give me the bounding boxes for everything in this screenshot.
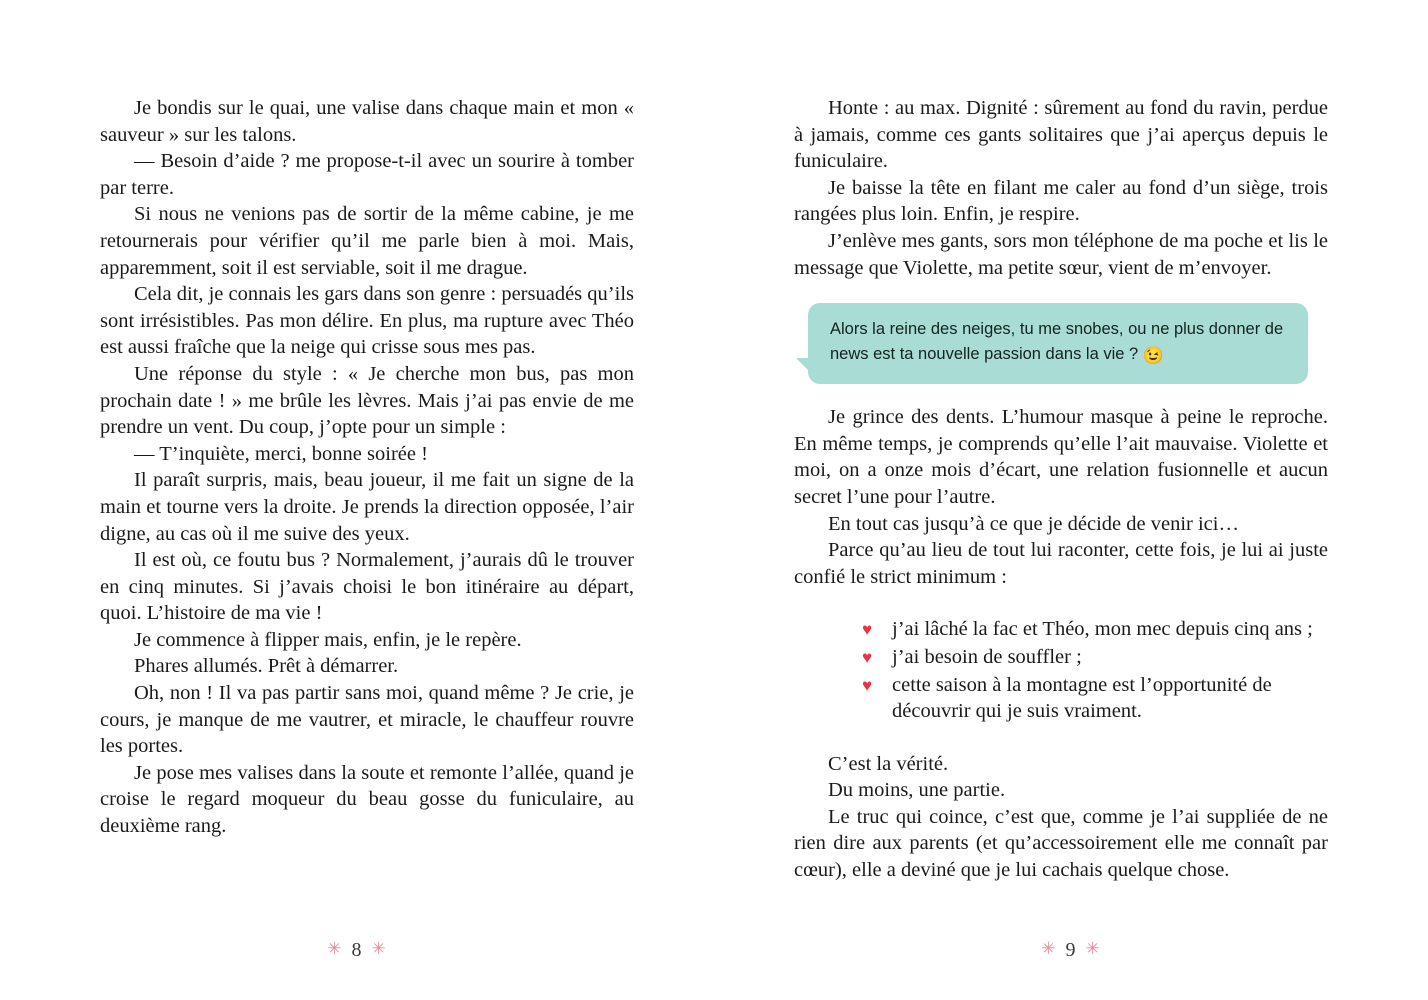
heart-bullet-list bbox=[794, 616, 1328, 724]
paragraph: Oh, non ! Il va pas partir sans moi, quand même ? Je crie, je cours, je manque de me vautrer, et miracle, le chauffeur rouvre les portes. bbox=[100, 682, 634, 758]
sms-message-bubble bbox=[808, 303, 1308, 384]
paragraph: Phares allumés. Prêt à démarrer. bbox=[134, 655, 399, 678]
page-folio-right bbox=[714, 939, 1428, 962]
paragraph: Il paraît surpris, mais, beau joueur, il me fait un signe de la main et tourne vers la droite. Je prends la direction opposée, l’air digne, au cas où il me suive des yeux. bbox=[100, 469, 634, 545]
paragraph: Une réponse du style : « Je cherche mon bus, pas mon prochain date ! » me brûle les lèvres. Mais j’ai pas envie de me prendre un vent. Du coup, j’opte pour un simple : bbox=[100, 362, 634, 439]
heart-bullet-icon: ♥ bbox=[862, 620, 873, 640]
flower-ornament-icon: ✳ bbox=[1085, 939, 1101, 958]
paragraph: Le truc qui coince, c’est que, comme je l’ai suppliée de ne rien dire aux parents (et qu’accessoirement elle me connaît par cœur), elle a deviné que je lui cachais quelque chose. bbox=[794, 805, 1328, 882]
paragraph: Il est où, ce foutu bus ? Normalement, j’aurais dû le trouver en cinq minutes. Si j’avais choisi le bon itinéraire au départ, quoi. L’histoire de ma vie ! bbox=[100, 549, 634, 625]
list-item-label: j’ai besoin de souffler ; bbox=[892, 645, 1082, 668]
paragraph: Honte : au max. Dignité : sûrement au fond du ravin, perdue à jamais, comme ces gants solitaires que j’ai aperçus depuis le funiculaire. bbox=[794, 97, 1328, 173]
page-folio-left bbox=[0, 939, 714, 962]
sms-bubble-body bbox=[808, 303, 1308, 384]
list-item bbox=[862, 672, 1328, 725]
page-number: 9 bbox=[1065, 939, 1077, 961]
list-item bbox=[862, 644, 1328, 671]
paragraph: En tout cas jusqu’à ce que je décide de venir ici… bbox=[828, 512, 1239, 535]
paragraph: C’est la vérité. bbox=[828, 752, 949, 775]
page-number: 8 bbox=[351, 939, 363, 961]
list-item-label: j’ai lâché la fac et Théo, mon mec depuis cinq ans ; bbox=[892, 618, 1313, 641]
right-text-column bbox=[794, 95, 1328, 884]
heart-bullet-icon: ♥ bbox=[862, 675, 873, 695]
paragraph: Je baisse la tête en filant me caler au fond d’un siège, trois rangées plus loin. Enfin, je respire. bbox=[794, 176, 1328, 226]
paragraph: J’enlève mes gants, sors mon téléphone de ma poche et lis le message que Violette, ma petite sœur, vient de m’envoyer. bbox=[794, 229, 1328, 279]
flower-ornament-icon: ✳ bbox=[1041, 939, 1057, 958]
paragraph: Je commence à flipper mais, enfin, je le repère. bbox=[134, 628, 522, 651]
sms-message-text: Alors la reine des neiges, tu me snobes, ou ne plus donner de news est ta nouvelle passion dans la vie ? bbox=[830, 320, 1284, 364]
flower-ornament-icon: ✳ bbox=[371, 939, 387, 958]
list-item bbox=[862, 616, 1328, 643]
page-right bbox=[714, 0, 1428, 1000]
list-item-label: cette saison à la montagne est l’opportunité de découvrir qui je suis vraiment. bbox=[892, 673, 1272, 723]
paragraph: Du moins, une partie. bbox=[828, 779, 1006, 802]
paragraph: Parce qu’au lieu de tout lui raconter, cette fois, je lui ai juste confié le strict minimum : bbox=[794, 539, 1328, 588]
bubble-tail-icon bbox=[796, 358, 812, 374]
left-text-column bbox=[100, 95, 634, 840]
paragraph: Je grince des dents. L’humour masque à peine le reproche. En même temps, je comprends qu’elle l’ait mauvaise. Violette et moi, on a onze mois d’écart, une relation fusionnelle et aucun secret l’une pour l’autre. bbox=[794, 406, 1328, 508]
paragraph: Je bondis sur le quai, une valise dans chaque main et mon « sauveur » sur les talons. bbox=[100, 97, 634, 146]
paragraph: — Besoin d’aide ? me propose-t-il avec un sourire à tomber par terre. bbox=[100, 150, 634, 199]
paragraph: — T’inquiète, merci, bonne soirée ! bbox=[134, 442, 428, 465]
heart-bullet-icon: ♥ bbox=[862, 647, 873, 667]
flower-ornament-icon: ✳ bbox=[327, 939, 343, 958]
wink-emoji-icon: 😉 bbox=[1142, 346, 1164, 366]
paragraph: Je pose mes valises dans la soute et remonte l’allée, quand je croise le regard moqueur du beau gosse du funiculaire, au deuxième rang. bbox=[100, 761, 634, 838]
paragraph: Si nous ne venions pas de sortir de la même cabine, je me retournerais pour vérifier qu’il me parle bien à moi. Mais, apparemment, soit il est serviable, soit il me drague. bbox=[100, 203, 634, 279]
paragraph: Cela dit, je connais les gars dans son genre : persuadés qu’ils sont irrésistibles. Pas mon délire. En plus, ma rupture avec Théo est aussi fraîche que la neige qui crisse sous mes pas. bbox=[100, 283, 634, 359]
